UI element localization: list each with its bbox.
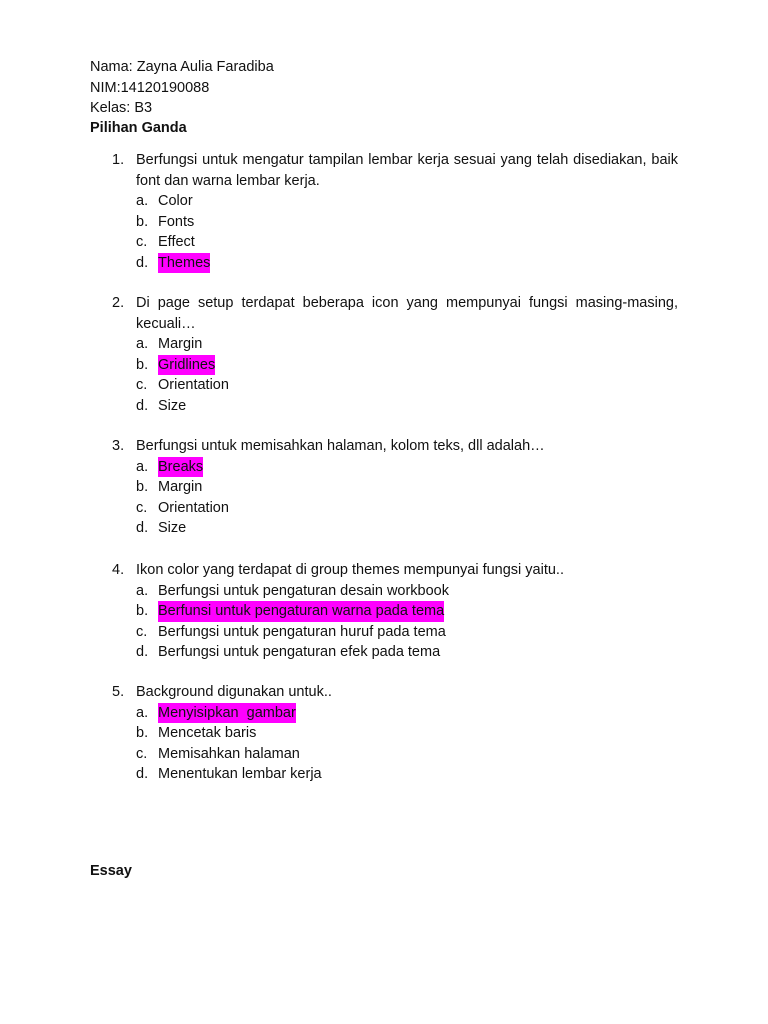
- option-letter: a.: [136, 458, 149, 475]
- option-letter: d.: [136, 644, 149, 660]
- option-text: Color: [158, 193, 193, 209]
- option-letter: c.: [136, 234, 148, 250]
- option-letter: a.: [136, 193, 149, 209]
- option-d: [136, 764, 678, 785]
- option-letter: c.: [136, 499, 148, 516]
- student-class: Kelas: B3: [90, 100, 153, 116]
- option-a: [136, 191, 678, 212]
- option-b: [136, 355, 678, 376]
- option-letter: b.: [136, 603, 149, 619]
- question-number: 5.: [112, 684, 125, 700]
- section-title-multiple-choice: Pilihan Ganda: [90, 120, 187, 136]
- option-letter: b.: [136, 725, 149, 741]
- option-text: Berfungsi untuk pengaturan efek pada tema: [158, 644, 441, 660]
- answer-options: [136, 457, 678, 539]
- option-text-highlighted: Menyisipkan gambar: [158, 703, 296, 724]
- question-stem: [112, 150, 678, 191]
- section-title-essay: Essay: [90, 863, 132, 879]
- option-text: Margin: [158, 336, 203, 352]
- question-2: [112, 293, 678, 416]
- option-c: [136, 232, 678, 253]
- option-text: Margin: [158, 479, 203, 495]
- question-text: Berfungsi untuk memisahkan halaman, kolom teks, dll adalah…: [136, 438, 545, 454]
- answer-options: [136, 191, 678, 273]
- option-text-highlighted: Themes: [158, 253, 210, 274]
- option-text: Mencetak baris: [158, 725, 257, 741]
- option-letter: a.: [136, 704, 149, 721]
- option-text: Effect: [158, 234, 195, 250]
- option-text: Menentukan lembar kerja: [158, 766, 322, 782]
- option-letter: d.: [136, 766, 149, 782]
- option-letter: b.: [136, 213, 149, 230]
- question-stem: [112, 682, 678, 703]
- student-nim: NIM:14120190088: [90, 79, 210, 96]
- option-letter: c.: [136, 377, 148, 393]
- option-text-highlighted: Gridlines: [158, 355, 215, 376]
- option-b: [136, 723, 678, 744]
- question-text: Di page setup terdapat beberapa icon yang mempunyai fungsi masing-masing, kecuali…: [136, 295, 678, 332]
- question-text: Ikon color yang terdapat di group themes mempunyai fungsi yaitu..: [136, 562, 564, 578]
- question-4: [112, 560, 678, 663]
- question-5: [112, 682, 678, 785]
- option-text: Size: [158, 520, 187, 536]
- question-number: 1.: [112, 152, 125, 168]
- question-stem: [112, 293, 678, 334]
- option-letter: b.: [136, 356, 149, 373]
- option-letter: b.: [136, 479, 149, 495]
- option-c: [136, 498, 678, 519]
- question-1: [112, 150, 678, 273]
- question-stem: [112, 560, 678, 581]
- question-stem: [112, 436, 678, 457]
- option-b: [136, 477, 678, 498]
- option-text: Berfungsi untuk pengaturan desain workbook: [158, 582, 449, 599]
- option-d: [136, 253, 678, 274]
- option-c: [136, 622, 678, 643]
- option-text: Orientation: [158, 377, 229, 393]
- student-name: Nama: Zayna Aulia Faradiba: [90, 59, 274, 75]
- option-d: [136, 518, 678, 539]
- option-a: [136, 334, 678, 355]
- option-d: [136, 642, 678, 663]
- option-text: Fonts: [158, 213, 195, 230]
- question-number: 3.: [112, 438, 125, 454]
- answer-options: [136, 703, 678, 785]
- option-c: [136, 375, 678, 396]
- option-text: Size: [158, 397, 187, 414]
- question-number: 4.: [112, 562, 125, 578]
- option-a: [136, 457, 678, 478]
- option-text: Memisahkan halaman: [158, 745, 300, 762]
- question-3: [112, 436, 678, 539]
- question-text: Background digunakan untuk..: [136, 684, 332, 700]
- option-b: [136, 601, 678, 622]
- question-text: Berfungsi untuk mengatur tampilan lembar kerja sesuai yang telah disediakan, baik font dan warna lembar kerja.: [136, 152, 678, 189]
- question-number: 2.: [112, 295, 125, 311]
- option-letter: a.: [136, 582, 149, 599]
- option-letter: c.: [136, 623, 148, 640]
- option-c: [136, 744, 678, 765]
- option-letter: d.: [136, 254, 149, 271]
- option-text: Orientation: [158, 499, 229, 516]
- option-letter: d.: [136, 397, 149, 414]
- option-text-highlighted: Berfunsi untuk pengaturan warna pada tema: [158, 601, 444, 622]
- option-text-highlighted: Breaks: [158, 457, 203, 478]
- option-a: [136, 703, 678, 724]
- option-letter: c.: [136, 745, 148, 762]
- option-text: Berfungsi untuk pengaturan huruf pada tema: [158, 623, 446, 640]
- student-info: [90, 57, 274, 119]
- answer-options: [136, 581, 678, 663]
- option-b: [136, 212, 678, 233]
- option-d: [136, 396, 678, 417]
- option-letter: d.: [136, 520, 149, 536]
- answer-options: [136, 334, 678, 416]
- option-a: [136, 581, 678, 602]
- option-letter: a.: [136, 336, 149, 352]
